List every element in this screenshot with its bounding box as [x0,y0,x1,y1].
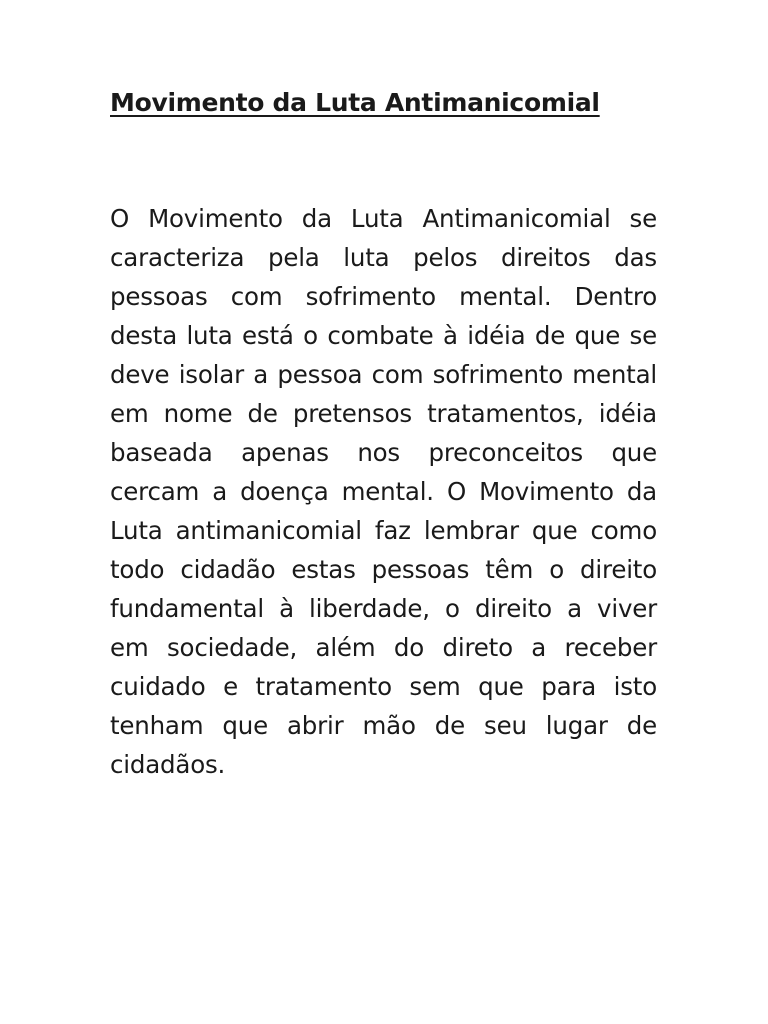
document-title: Movimento da Luta Antimanicomial [110,88,600,117]
document-body-paragraph: O Movimento da Luta Antimanicomial se caracteriza pela luta pelos direitos das pessoas com sofrimento mental. Dentro desta luta está o combate à idéia de que se deve isolar a pessoa com sofrimento mental em nome de pretensos tratamentos, idéia baseada apenas nos preconceitos que cercam a doença mental. O Movimento da Luta antimanicomial faz lembrar que como todo cidadão estas pessoas têm o direito fundamental à liberdade, o direito a viver em sociedade, além do direto a receber cuidado e tratamento sem que para isto tenham que abrir mão de seu lugar de cidadãos. [110,204,657,779]
